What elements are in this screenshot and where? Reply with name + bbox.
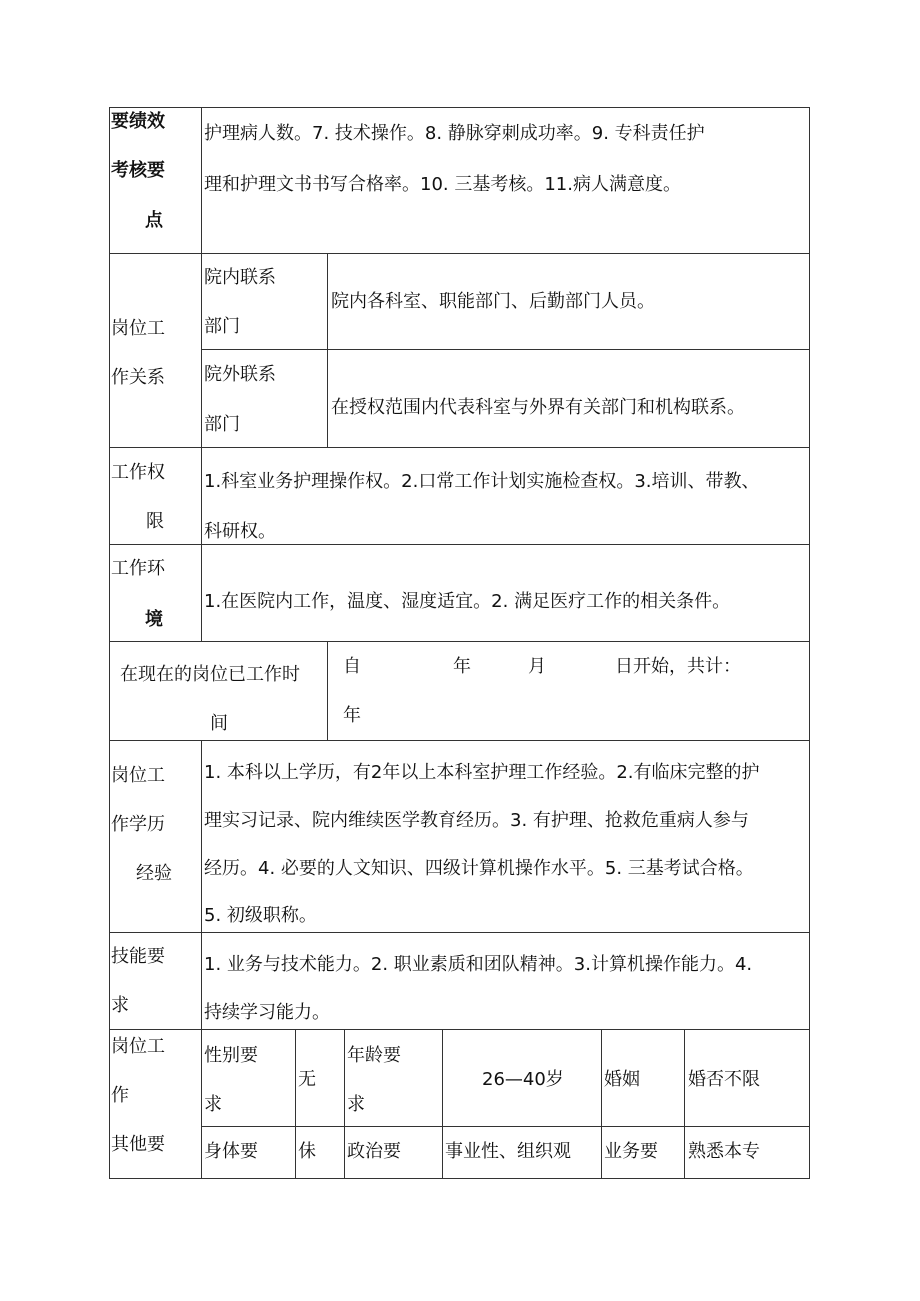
- other-column-divider: [344, 1029, 345, 1179]
- other-column-divider: [684, 1029, 685, 1179]
- row-divider: [109, 932, 810, 933]
- relations-label: 作关系: [111, 367, 165, 388]
- other-column-divider: [601, 1029, 602, 1179]
- other-column-divider: [295, 1029, 296, 1179]
- performance-text: 护理病人数。7. 技术操作。8. 静脉穿刺成功率。9. 专科责任护: [204, 123, 705, 144]
- authority-label: 工作权: [111, 462, 165, 483]
- row-divider: [109, 740, 810, 741]
- performance-label: 要绩效: [111, 111, 165, 132]
- tenure-column-divider: [327, 641, 328, 741]
- label-column-divider: [201, 107, 202, 642]
- tenure-label: 在现在的岗位已工作时: [120, 664, 300, 685]
- border-right: [809, 107, 810, 1179]
- label-column-divider: [201, 740, 202, 1179]
- performance-text: 理和护理文书书写合格率。10. 三基考核。11.病人满意度。: [204, 174, 681, 195]
- other-label: 其他要: [111, 1134, 165, 1155]
- education-text: 理实习记录、院内维续医学教育经历。3. 有护理、抢救危重病人参与: [204, 810, 749, 831]
- tenure-from: 自: [343, 656, 361, 677]
- other-column-divider: [442, 1029, 443, 1179]
- outside-contact-label: 部门: [204, 414, 240, 435]
- education-label: 岗位工: [111, 765, 165, 786]
- row-divider: [109, 447, 810, 448]
- border-left: [109, 107, 110, 1179]
- authority-text: 科研权。: [204, 521, 276, 542]
- age-value: 26—40岁: [482, 1069, 564, 1090]
- authority-text: 1.科室业务护理操作权。2.口常工作计划实施检查权。3.培训、带教、: [204, 471, 760, 492]
- marriage-label: 婚姻: [604, 1069, 640, 1090]
- skills-text: 持续学习能力。: [204, 1002, 330, 1023]
- politics-value: 事业性、组织观: [445, 1141, 571, 1162]
- skills-text: 1. 业务与技术能力。2. 职业素质和团队精神。3.计算机操作能力。4.: [204, 954, 753, 975]
- health-value: 佅: [298, 1141, 316, 1162]
- inside-contact-label: 部门: [204, 316, 240, 337]
- age-label: 年龄要: [347, 1045, 401, 1066]
- tenure-day-start: 日开始，共计：: [615, 656, 741, 677]
- business-label: 业务要: [604, 1141, 658, 1162]
- environment-label: 工作环: [111, 558, 165, 579]
- skills-label: 求: [111, 995, 129, 1016]
- education-label: 作学历: [111, 814, 165, 835]
- inside-contact-value: 院内各科室、职能部门、后勤部门人员。: [331, 291, 655, 312]
- outside-contact-value: 在授权范围内代表科室与外界有关部门和机构联系。: [331, 397, 745, 418]
- row-divider: [109, 253, 810, 254]
- border-bottom: [109, 1178, 810, 1179]
- inside-contact-label: 院内联系: [204, 267, 276, 288]
- tenure-years: 年: [343, 705, 361, 726]
- education-text: 5. 初级职称。: [204, 905, 317, 926]
- row-divider: [201, 1126, 810, 1127]
- border-top: [109, 107, 810, 108]
- environment-text: 1.在医院内工作，温度、湿度适宜。2. 满足医疗工作的相关条件。: [204, 591, 731, 612]
- row-divider: [109, 1029, 810, 1030]
- environment-label: 境: [145, 609, 163, 630]
- marriage-value: 婚否不限: [688, 1069, 760, 1090]
- tenure-month: 月: [528, 656, 546, 677]
- skills-label: 技能要: [111, 946, 165, 967]
- other-label: 岗位工: [111, 1036, 165, 1057]
- relations-label: 岗位工: [111, 318, 165, 339]
- education-text: 1. 本科以上学历，有2年以上本科室护理工作经验。2.有临床完整的护: [204, 762, 760, 783]
- tenure-year: 年: [453, 656, 471, 677]
- row-divider: [201, 349, 810, 350]
- sublabel-column-divider: [327, 253, 328, 448]
- other-label: 作: [111, 1085, 129, 1106]
- age-label: 求: [347, 1094, 365, 1115]
- gender-value: 无: [298, 1069, 316, 1090]
- authority-label: 限: [146, 511, 164, 532]
- row-divider: [109, 641, 810, 642]
- performance-label: 考核要: [111, 160, 165, 181]
- education-label: 经验: [136, 863, 172, 884]
- tenure-label: 间: [210, 713, 228, 734]
- business-value: 熟悉本专: [688, 1141, 760, 1162]
- outside-contact-label: 院外联系: [204, 364, 276, 385]
- gender-label: 求: [204, 1094, 222, 1115]
- education-text: 经历。4. 必要的人文知识、四级计算机操作水平。5. 三基考试合格。: [204, 858, 754, 879]
- politics-label: 政治要: [347, 1141, 401, 1162]
- row-divider: [109, 544, 810, 545]
- performance-label: 点: [145, 210, 163, 231]
- health-label: 身体要: [204, 1141, 258, 1162]
- gender-label: 性别要: [204, 1045, 258, 1066]
